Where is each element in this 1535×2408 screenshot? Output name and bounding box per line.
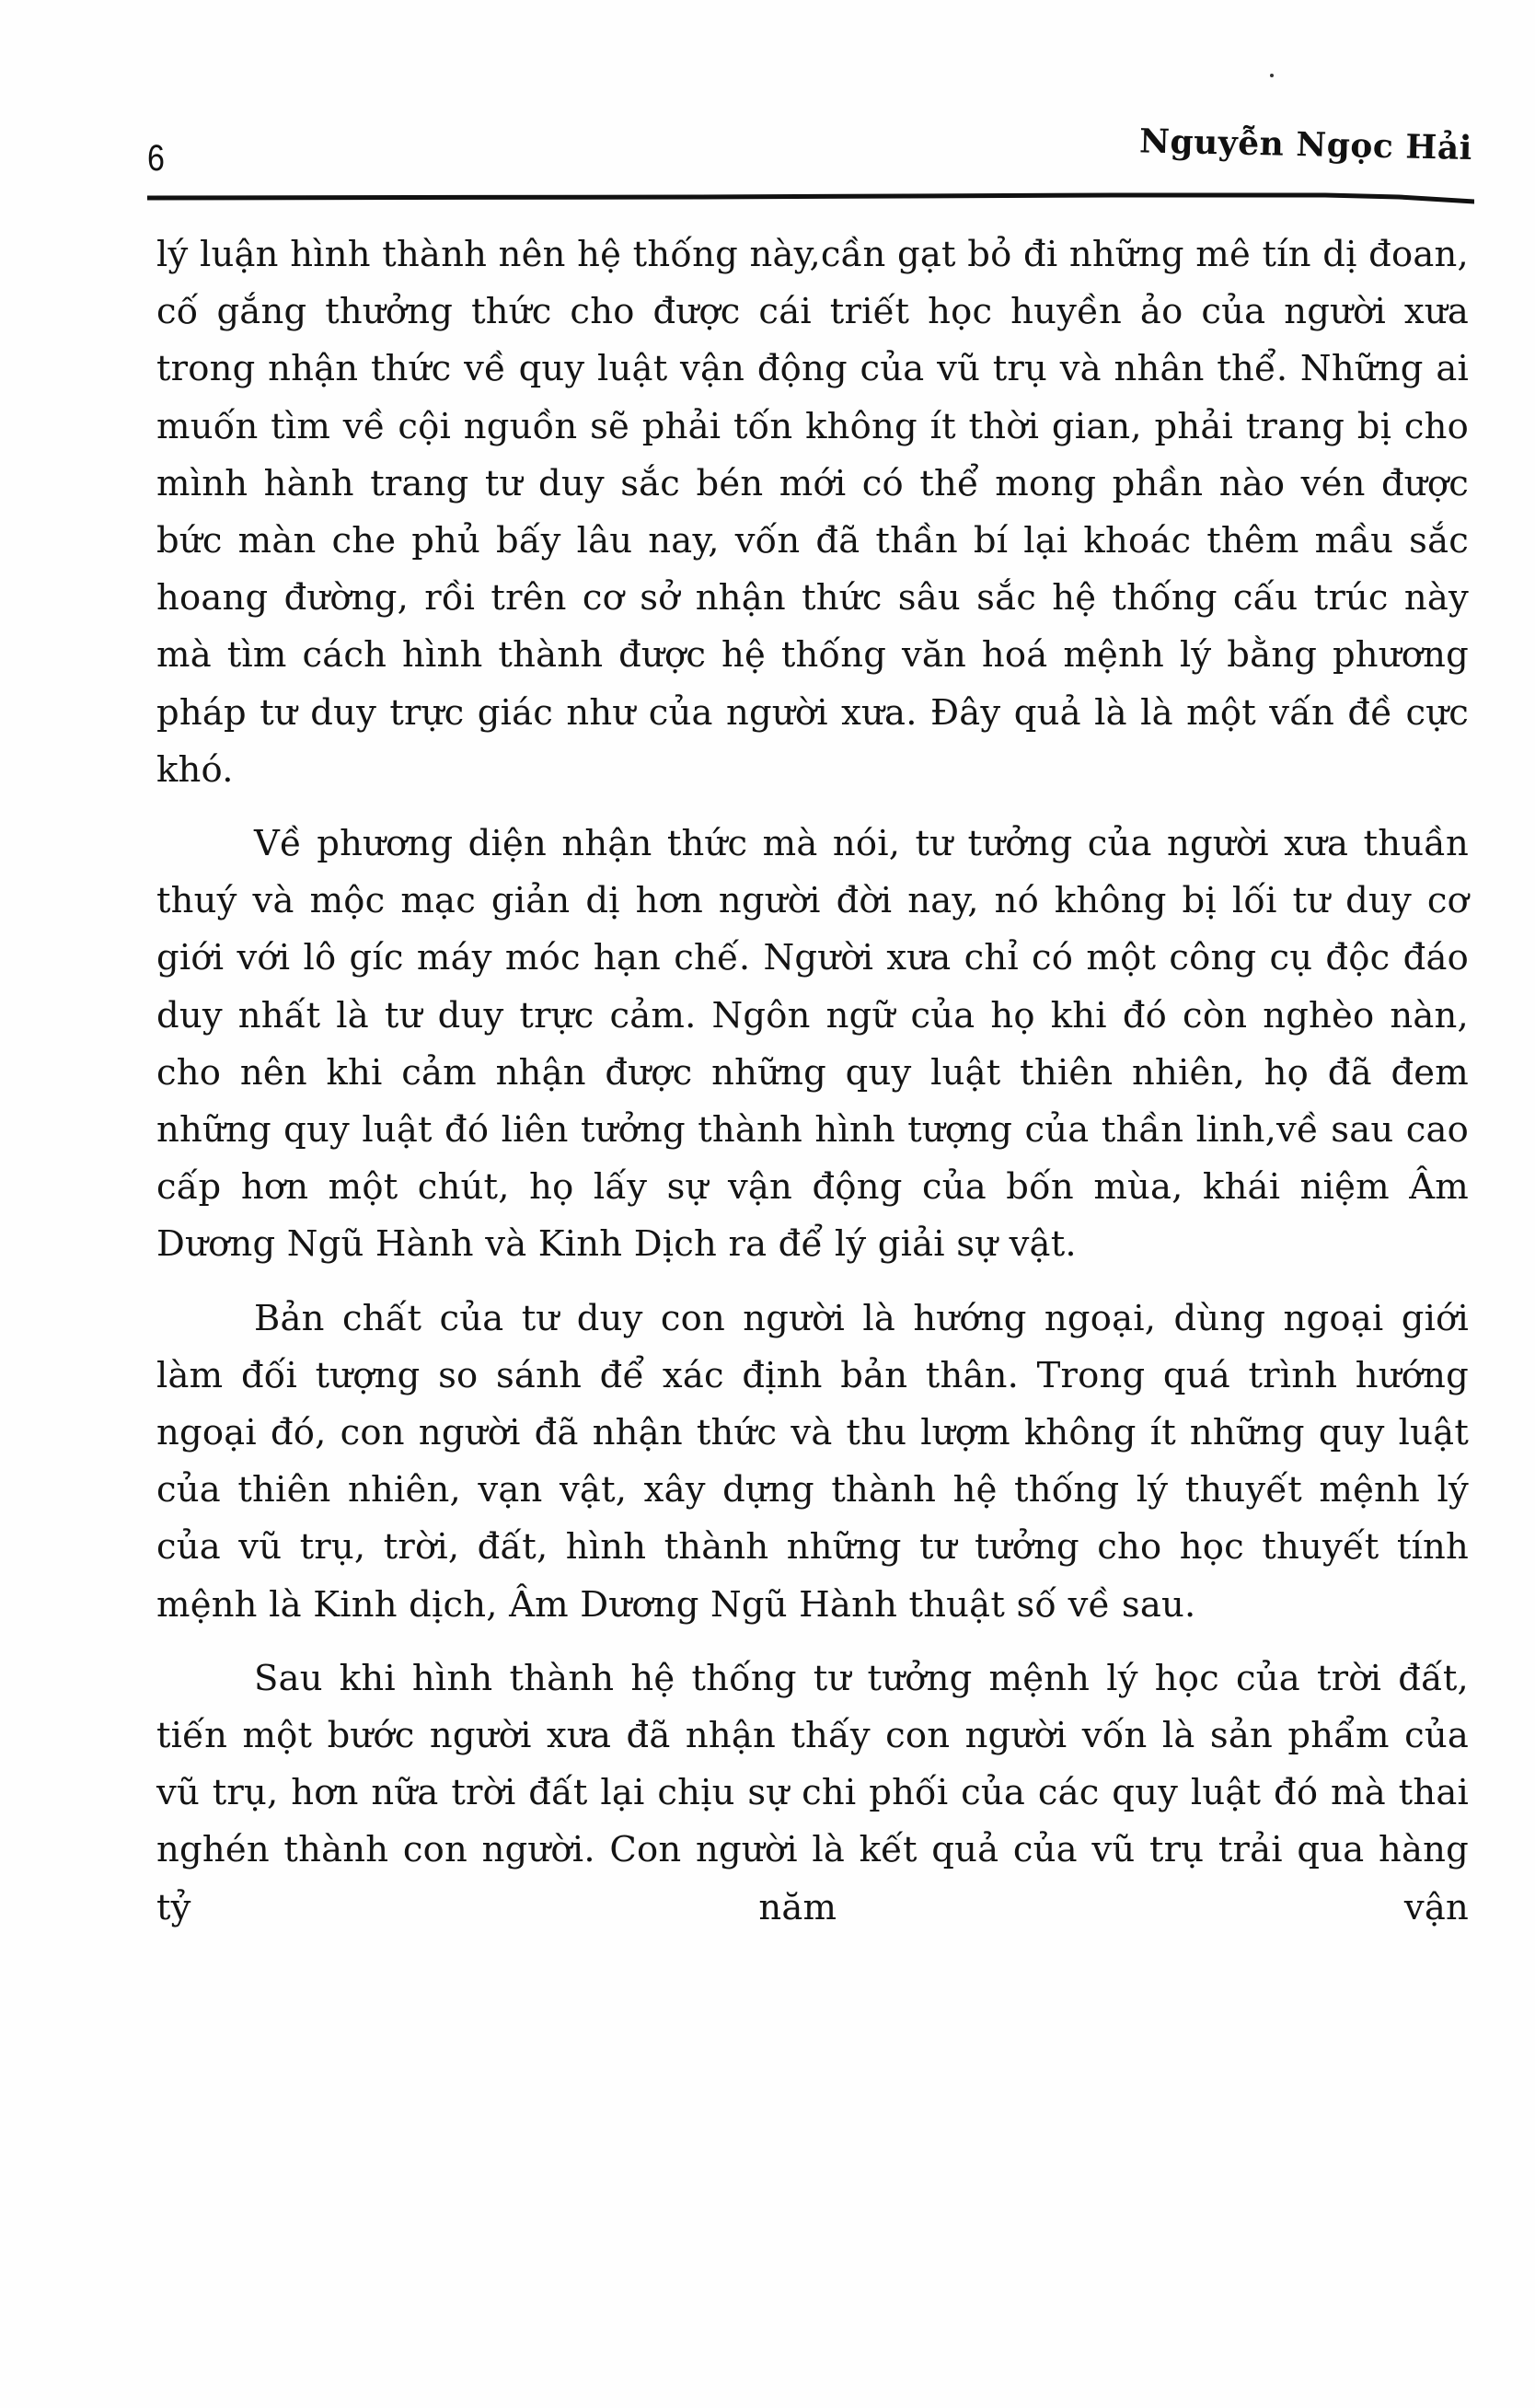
paragraph-4: Sau khi hình thành hệ thống tư tưởng mệnh lý học của trời đất, tiến một bước người xưa đã nhận thấy con người vốn là sản phẩm của vũ trụ, hơn nữa trời đất lại chịu sự chi phối của các quy luật đó mà thai nghén thành con người. Con người là kết quả của vũ trụ trải qua hàng tỷ năm vận <box>156 1657 1469 1928</box>
running-head <box>147 122 1472 186</box>
header-rule <box>147 190 1474 204</box>
running-head-author: Nguyễn Ngọc Hải <box>1138 122 1473 168</box>
paragraph-1: lý luận hình thành nên hệ thống này,cần gạt bỏ đi những mê tín dị đoan, cố gắng thưởng thức cho được cái triết học huyền ảo của người xưa trong nhận thức về quy luật vận động của vũ trụ và nhân thể. Những ai muốn tìm về cội nguồn sẽ phải tốn không ít thời gian, phải trang bị cho mình hành trang tư duy sắc bén mới có thể mong phần nào vén được bức màn che phủ bấy lâu nay, vốn đã thần bí lại khoác thêm mầu sắc hoang đường, rồi trên cơ sở nhận thức sâu sắc hệ thống cấu trúc này mà tìm cách hình thành được hệ thống văn hoá mệnh lý bằng phương pháp tư duy trực giác như của người xưa. Đây quả là là một vấn đề cực khó. <box>156 234 1469 791</box>
page-number: 6 <box>147 138 165 179</box>
paragraph-2: Về phương diện nhận thức mà nói, tư tưởng của người xưa thuần thuý và mộc mạc giản dị hơn người đời nay, nó không bị lối tư duy cơ giới với lô gíc máy móc hạn chế. Người xưa chỉ có một công cụ độc đáo duy nhất là tư duy trực cảm. Ngôn ngữ của họ khi đó còn nghèo nàn, cho nên khi cảm nhận được những quy luật thiên nhiên, họ đã đem những quy luật đó liên tưởng thành hình tượng của thần linh,về sau cao cấp hơn một chút, họ lấy sự vận động của bốn mùa, khái niệm Âm Dương Ngũ Hành và Kinh Dịch ra để lý giải sự vật. <box>156 823 1469 1266</box>
body-text <box>156 226 1469 1937</box>
scan-speck <box>1270 74 1274 77</box>
paragraph-3: Bản chất của tư duy con người là hướng ngoại, dùng ngoại giới làm đối tượng so sánh để xác định bản thân. Trong quá trình hướng ngoại đó, con người đã nhận thức và thu lượm không ít những quy luật của thiên nhiên, vạn vật, xây dựng thành hệ thống lý thuyết mệnh lý của vũ trụ, trời, đất, hình thành những tư tưởng cho học thuyết tính mệnh là Kinh dịch, Âm Dương Ngũ Hành thuật số về sau. <box>156 1297 1469 1626</box>
